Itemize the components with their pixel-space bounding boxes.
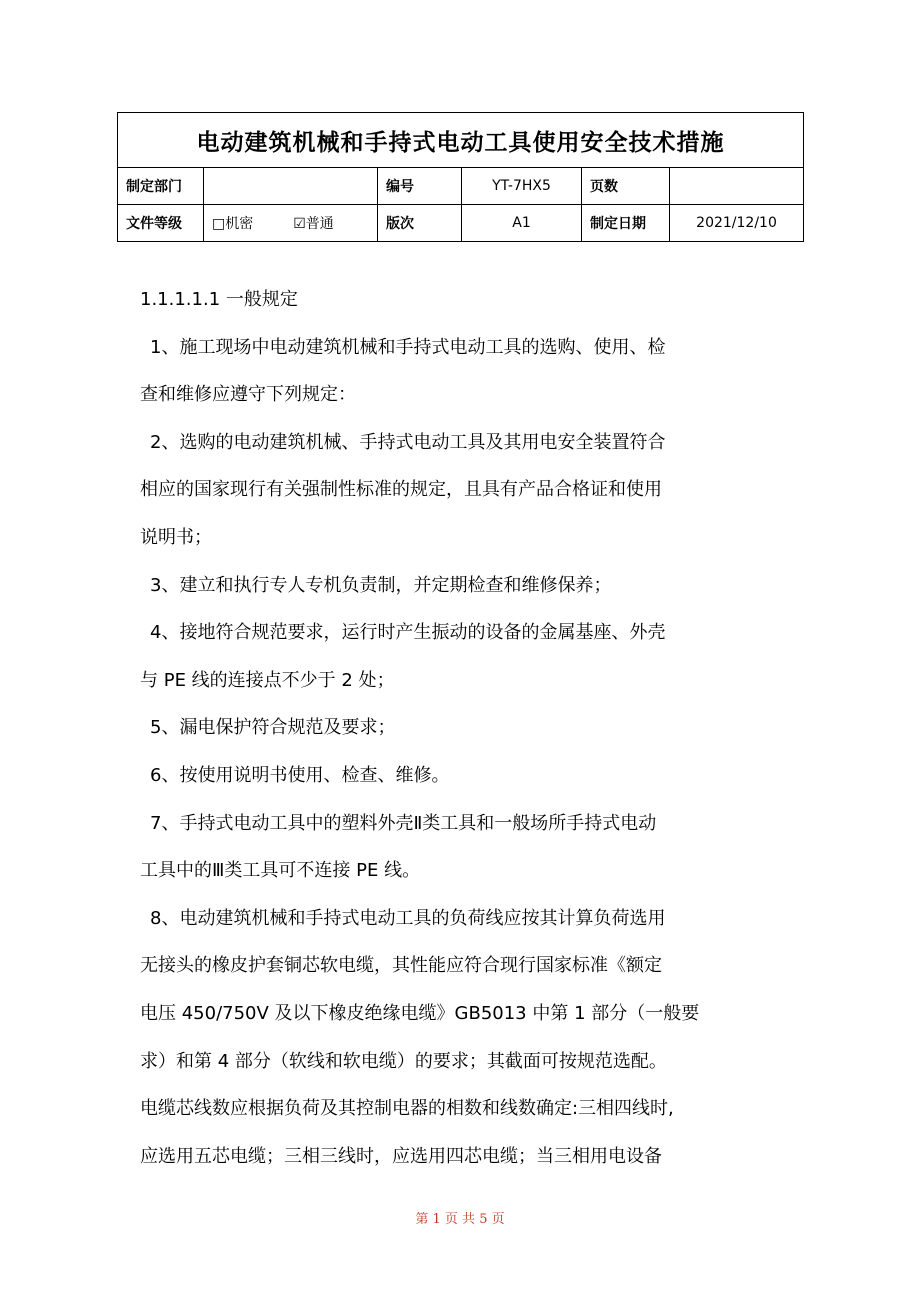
body-line: 6、按使用说明书使用、检查、维修。	[150, 764, 450, 786]
body-line: 5、漏电保护符合规范及要求；	[150, 717, 396, 739]
body-line: 查和维修应遵守下列规定：	[140, 384, 356, 406]
body-line: 与 PE 线的连接点不少于 2 处；	[140, 669, 395, 691]
version-value: A1	[462, 205, 582, 242]
code-label: 编号	[378, 168, 462, 205]
body-line: 说明书；	[140, 526, 212, 548]
document-title: 电动建筑机械和手持式电动工具使用安全技术措施	[118, 113, 804, 168]
body-line: 8、电动建筑机械和手持式电动工具的负荷线应按其计算负荷选用	[150, 907, 666, 929]
body-line: 7、手持式电动工具中的塑料外壳Ⅱ类工具和一般场所手持式电动	[150, 812, 657, 834]
date-label: 制定日期	[582, 205, 670, 242]
body-line: 工具中的Ⅲ类工具可不连接 PE 线。	[140, 860, 421, 882]
code-value: YT-7HX5	[462, 168, 582, 205]
dept-value	[204, 168, 378, 205]
header-row-1	[118, 168, 804, 205]
body-line: 无接头的橡皮护套铜芯软电缆，其性能应符合现行国家标准《额定	[140, 955, 662, 977]
date-value: 2021/12/10	[670, 205, 804, 242]
document-body	[140, 276, 800, 1180]
body-line: 1、施工现场中电动建筑机械和手持式电动工具的选购、使用、检	[150, 336, 666, 358]
pages-value	[670, 168, 804, 205]
option-normal: ☑普通	[293, 216, 334, 232]
body-line: 电压 450/750V 及以下橡皮绝缘电缆》GB5013 中第 1 部分（一般要	[140, 1002, 700, 1024]
level-label: 文件等级	[118, 205, 204, 242]
option-confidential: □机密	[212, 216, 254, 232]
page-footer: 第 1 页 共 5 页	[415, 1212, 505, 1227]
body-line: 相应的国家现行有关强制性标准的规定，且具有产品合格证和使用	[140, 479, 662, 501]
body-line: 求）和第 4 部分（软线和软电缆）的要求；其截面可按规范选配。	[140, 1050, 667, 1072]
document-header-table	[117, 112, 804, 242]
pages-label: 页数	[582, 168, 670, 205]
level-options	[204, 205, 378, 242]
body-line: 3、建立和执行专人专机负责制，并定期检查和维修保养；	[150, 574, 612, 596]
body-line: 4、接地符合规范要求，运行时产生振动的设备的金属基座、外壳	[150, 622, 666, 644]
dept-label: 制定部门	[118, 168, 204, 205]
body-line: 电缆芯线数应根据负荷及其控制电器的相数和线数确定:三相四线时,	[140, 1098, 674, 1120]
header-row-2	[118, 205, 804, 242]
body-line: 应选用五芯电缆；三相三线时，应选用四芯电缆；当三相用电设备	[140, 1145, 662, 1167]
body-line: 2、选购的电动建筑机械、手持式电动工具及其用电安全装置符合	[150, 431, 666, 453]
section-heading: 1.1.1.1.1 一般规定	[140, 289, 298, 310]
version-label: 版次	[378, 205, 462, 242]
